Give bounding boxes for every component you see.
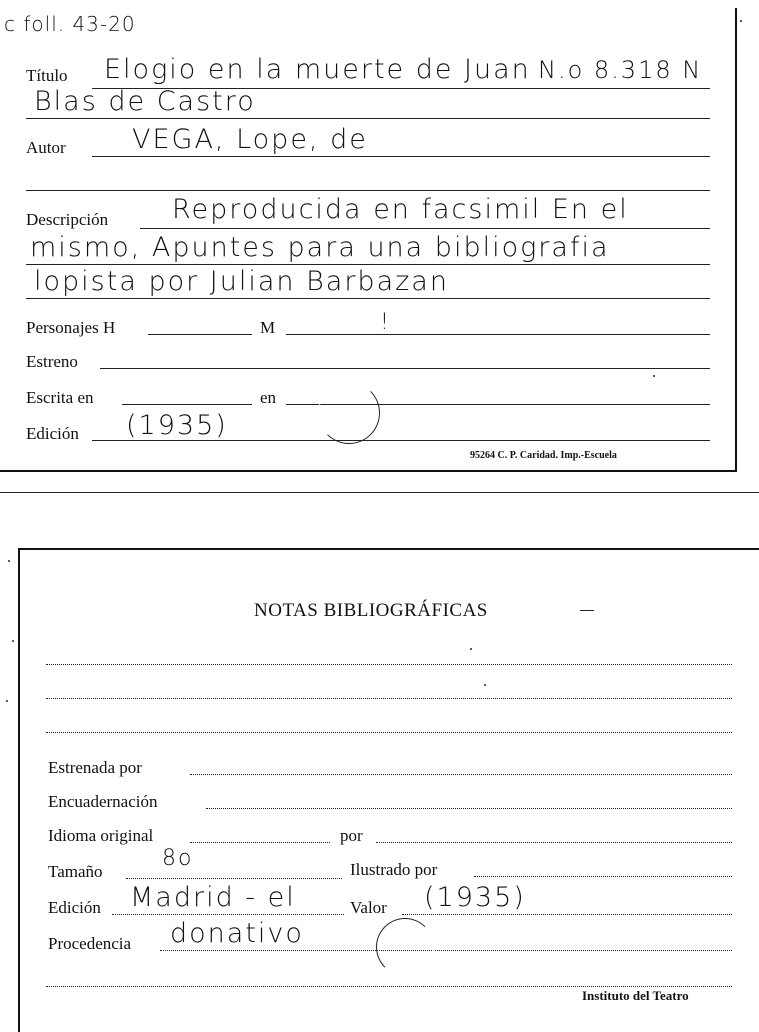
titulo-value-2: Blas de Castro [34,86,256,117]
stamp-circle [318,382,380,444]
autor-line-2 [26,190,710,191]
personajes-label: Personajes H [26,318,116,337]
tamano-line [126,878,342,879]
descripcion-line-3 [26,298,710,299]
scan-speck [6,700,8,702]
idioma-label: Idioma original [48,826,154,845]
corner-note: c foll. 43-20 [4,12,136,36]
ilustrado-line [474,876,732,877]
idioma-line [190,842,330,843]
stamp-circle-2 [376,918,434,976]
escrita-label: Escrita en [26,388,94,407]
valor-value: (1935) [424,882,526,913]
procedencia-label: Procedencia [48,934,132,953]
footer-institute: Instituto del Teatro [582,988,689,1003]
por-line [376,842,732,843]
escrita-en-label: en [260,388,277,407]
descripcion-line2: mismo, Apuntes para una bibliografia [30,232,610,263]
catalog-number: N.o 8.318 N [538,56,703,84]
titulo-line-2 [26,118,710,119]
notas-heading: NOTAS BIBLIOGRÁFICAS [254,600,488,621]
por-label: por [340,826,363,845]
edicion-value: (1935) [126,410,228,441]
personajes-mark: ! [380,310,391,335]
procedencia-value: donativo [170,918,304,949]
escrita-line [122,404,252,405]
autor-line [92,156,710,157]
valor-label: Valor [350,898,387,917]
notas-line-1 [46,664,732,665]
scan-speck [653,375,655,377]
encuadernacion-line [206,808,732,809]
personajes-h-line [148,334,252,335]
edicion2-value: Madrid - el [130,882,296,913]
personajes-m-label: M [260,318,276,337]
notas-line-2 [46,698,732,699]
tamano-label: Tamaño [48,862,103,881]
descripcion-line1: Reproducida en facsimil En el [172,194,629,225]
estreno-line [100,368,710,369]
estrenada-label: Estrenada por [48,758,142,777]
scan-speck [8,560,10,562]
separator-line [0,492,759,493]
valor-line [402,914,732,915]
descripcion-line3: lopista por Julian Barbazan [34,266,449,297]
autor-value: VEGA, Lope, de [132,124,368,155]
ilustrado-label: Ilustrado por [350,860,438,879]
scan-speck [740,20,742,22]
estreno-label: Estreno [26,352,78,371]
edicion2-line [112,914,344,915]
titulo-label: Título [26,66,68,85]
printer-imprint: 95264 C. P. Caridad. Imp.-Escuela [470,450,617,461]
descripcion-label: Descripción [26,210,109,229]
estrenada-line [190,774,732,775]
scan-speck [470,648,472,650]
scan-speck [12,640,14,642]
tamano-value: 8o [162,846,194,871]
edicion-label: Edición [26,424,79,443]
descripcion-line-2 [26,264,710,265]
personajes-m-line [286,334,710,335]
footer-line [46,986,732,987]
encuadernacion-label: Encuadernación [48,792,158,811]
procedencia-line [160,950,732,951]
autor-label: Autor [26,138,66,157]
titulo-value: Elogio en la muerte de Juan [104,54,531,85]
descripcion-line [140,228,710,229]
edicion2-label: Edición [48,898,101,917]
scan-speck [484,684,486,686]
notas-line-3 [46,732,732,733]
heading-dash [580,610,594,611]
